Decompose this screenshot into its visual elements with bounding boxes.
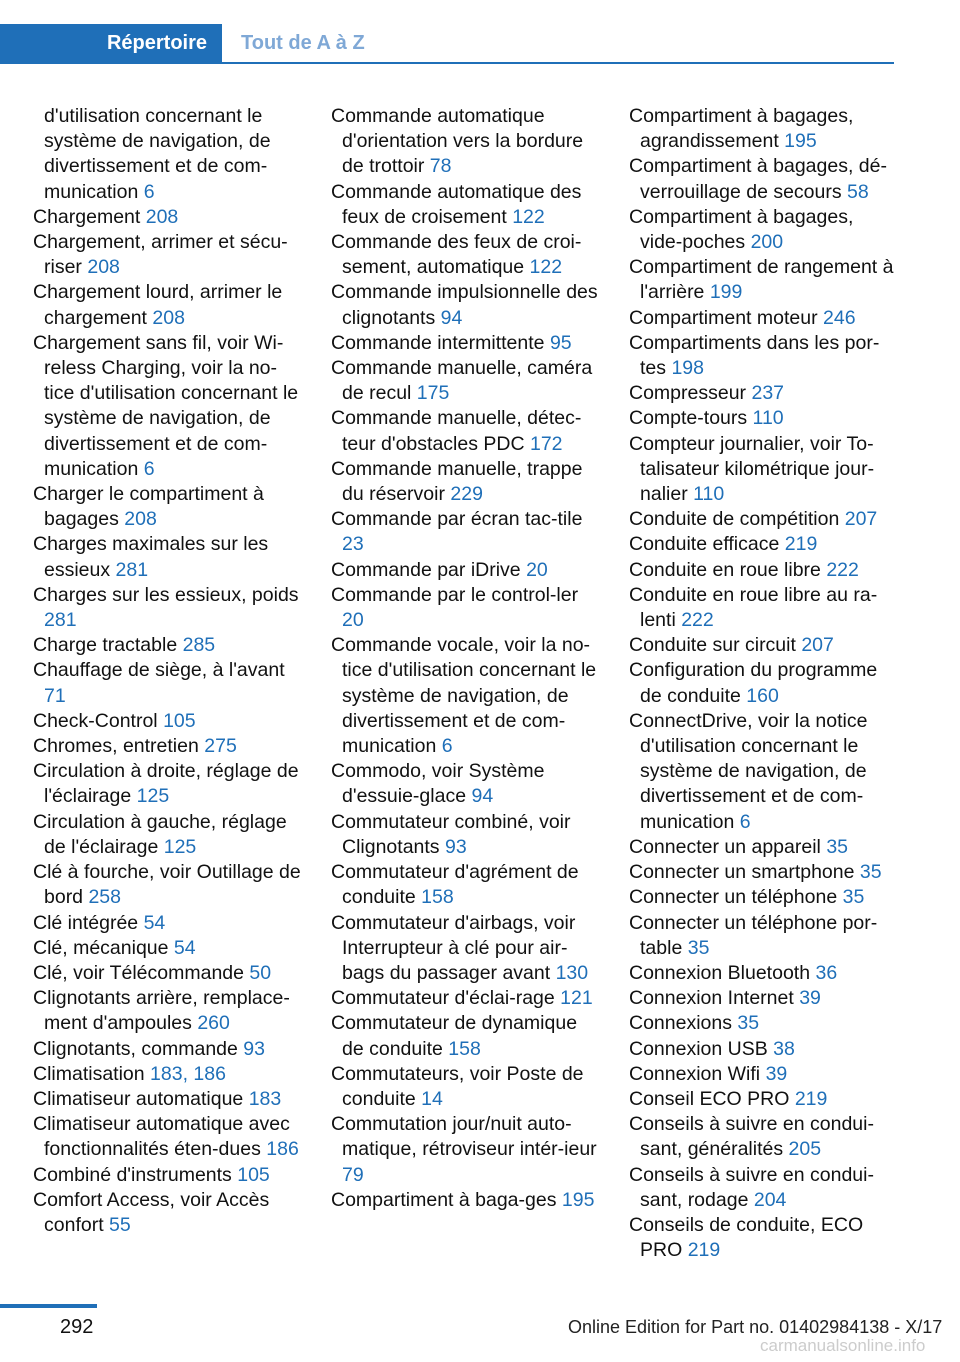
- page-reference-link[interactable]: 39: [799, 987, 821, 1010]
- page-reference-link[interactable]: 35: [687, 936, 710, 959]
- page-reference-link[interactable]: 208: [124, 508, 157, 531]
- entry-text: Conseils à suivre en condui‐sant, rodage: [629, 1163, 874, 1211]
- page-reference-link[interactable]: 121: [560, 987, 593, 1010]
- entry-text: Check-Control: [33, 709, 158, 732]
- index-entry: [331, 406, 599, 456]
- entry-text: Commande intermittente: [331, 331, 545, 354]
- index-entry: [331, 356, 599, 406]
- entry-text: Climatisation: [33, 1062, 145, 1085]
- index-entry: [629, 633, 897, 658]
- entry-text: Charges maximales sur les essieux: [33, 533, 269, 581]
- page-reference-link[interactable]: 6: [739, 810, 751, 833]
- page-reference-link[interactable]: 105: [163, 709, 196, 732]
- entry-text: Chauffage de siège, à l'avant: [33, 659, 285, 682]
- entry-text: Comfort Access, voir Accès confort: [33, 1188, 270, 1236]
- entry-text: Commande par le control‐ler: [331, 583, 579, 606]
- page-reference-link[interactable]: 260: [197, 1012, 230, 1035]
- index-entry: [331, 331, 599, 356]
- index-entry: [33, 961, 301, 986]
- tab-tout-de-a-a-z[interactable]: Tout de A à Z: [241, 32, 365, 54]
- index-entry: [629, 1062, 897, 1087]
- index-entry: [629, 860, 897, 885]
- entry-text: Commande par écran tac‐tile: [331, 508, 583, 531]
- tab-repertoire[interactable]: Répertoire: [0, 24, 222, 62]
- index-entry: [331, 860, 599, 910]
- page-reference-link[interactable]: 222: [826, 558, 859, 581]
- index-entry: [331, 583, 599, 633]
- entry-text: Compartiment à baga‐ges: [331, 1188, 557, 1211]
- entry-text: Clé à fourche, voir Outillage de bord: [33, 861, 301, 909]
- entry-text: Compartiment de rangement à l'arrière: [629, 256, 894, 304]
- page-reference-link[interactable]: 105: [237, 1163, 270, 1186]
- index-entry: [331, 911, 599, 987]
- index-entry: [33, 709, 301, 734]
- index-entry: [629, 306, 897, 331]
- entry-text: Commutateur combiné, voir Clignotants: [331, 810, 571, 858]
- index-entry: [629, 1163, 897, 1213]
- entry-text: Clé, mécanique: [33, 936, 169, 959]
- page-reference-link[interactable]: 35: [859, 861, 882, 884]
- index-entry: [629, 835, 897, 860]
- entry-text: Commande automatique d'orientation vers la bordure de trottoir: [331, 105, 584, 178]
- entry-text: Compteur journalier, voir To‐talisateur kilométrique jour‐nalier: [629, 432, 875, 506]
- page-reference-link[interactable]: 237: [751, 382, 785, 405]
- entry-text: Commande manuelle, détec‐teur d'obstacles PDC: [331, 407, 582, 455]
- entry-text: Chargement: [33, 205, 141, 228]
- entry-text: Circulation à gauche, réglage de l'éclairage: [33, 810, 287, 858]
- entry-text: Clignotants, commande: [33, 1037, 238, 1060]
- index-entry: [629, 381, 897, 406]
- page-reference-link[interactable]: 204: [753, 1188, 787, 1211]
- entry-text: Connexions: [629, 1012, 732, 1035]
- entry-text: Commande des feux de croi‐sement, automatique: [331, 231, 582, 279]
- page-reference-link[interactable]: 23: [342, 533, 364, 556]
- entry-text: Commande impulsionnelle des clignotants: [331, 281, 598, 329]
- index-entry: [331, 280, 599, 330]
- index-entry: [33, 860, 301, 910]
- index-entry: [33, 759, 301, 809]
- page-reference-link[interactable]: 35: [826, 835, 849, 858]
- entry-text: Compartiment à bagages, agrandissement: [629, 105, 854, 153]
- entry-text: Conseils à suivre en condui‐sant, généralités: [629, 1113, 874, 1161]
- index-column-3: [629, 104, 897, 1263]
- entry-text: Conseil ECO PRO: [629, 1087, 790, 1110]
- index-entry: [331, 810, 599, 860]
- entry-text: Compartiment à bagages, vide-poches: [629, 205, 854, 254]
- page-reference-link[interactable]: 35: [842, 886, 865, 909]
- page-reference-link[interactable]: 110: [752, 407, 784, 430]
- entry-text: Commutateurs, voir Poste de conduite: [331, 1062, 584, 1110]
- entry-text: Conduite en roue libre: [629, 558, 821, 581]
- entry-text: Connecter un téléphone: [629, 886, 838, 909]
- page-reference-link[interactable]: 208: [152, 306, 185, 329]
- entry-text: Commutateur d'agrément de conduite: [331, 861, 579, 909]
- page-reference-link[interactable]: 6: [441, 735, 453, 758]
- entry-text: Conduite efficace: [629, 533, 780, 556]
- index-entry: [629, 205, 897, 255]
- index-entry: [33, 280, 301, 330]
- page-reference-link[interactable]: 95: [549, 331, 572, 354]
- entry-text: Chromes, entretien: [33, 735, 199, 758]
- index-entry: [33, 1112, 301, 1162]
- page-reference-link[interactable]: 258: [88, 886, 121, 909]
- page-reference-link[interactable]: 39: [765, 1062, 788, 1085]
- index-entry: [629, 885, 897, 910]
- index-entry: [33, 633, 301, 658]
- index-entry: [331, 1188, 599, 1213]
- page-reference-link[interactable]: 160: [746, 684, 779, 707]
- index-entry: [33, 482, 301, 532]
- entry-text: Climatiseur automatique: [33, 1087, 244, 1110]
- index-entry: [33, 1188, 301, 1238]
- page-reference-link[interactable]: 79: [342, 1163, 364, 1186]
- page-reference-link[interactable]: 78: [429, 155, 452, 178]
- page-reference-link[interactable]: 94: [440, 306, 463, 329]
- entry-text: Combiné d'instruments: [33, 1163, 232, 1186]
- page-reference-link[interactable]: 207: [844, 508, 878, 531]
- entry-text: Commutation jour/nuit auto‐matique, rétroviseur intér‐ieur: [331, 1113, 597, 1161]
- page-reference-link[interactable]: 186: [266, 1138, 299, 1161]
- page-reference-link[interactable]: 275: [204, 735, 237, 758]
- entry-text: Compresseur: [629, 382, 747, 405]
- entry-text: Commande par iDrive: [331, 558, 521, 581]
- entry-text: Compartiment à bagages, dé‐verrouillage de secours: [629, 155, 887, 203]
- page-reference-link[interactable]: 110: [693, 483, 725, 506]
- index-entry: [629, 432, 897, 508]
- entry-text: Connecter un téléphone por‐table: [629, 911, 878, 959]
- page-number: 292: [60, 1316, 94, 1338]
- page-reference-link[interactable]: 199: [709, 281, 743, 304]
- edition-info: Online Edition for Part no. 01402984138 - X/17: [568, 1317, 943, 1337]
- entry-text: Connexion Bluetooth: [629, 961, 811, 984]
- index-entry: [33, 1062, 301, 1087]
- page-reference-link[interactable]: 208: [87, 256, 120, 279]
- entry-text: Connexion Wifi: [629, 1062, 761, 1085]
- index-entry: [331, 507, 599, 557]
- entry-text: Chargement lourd, arrimer le chargement: [33, 281, 283, 329]
- page-reference-link[interactable]: 71: [44, 684, 66, 707]
- page-reference-link[interactable]: 195: [561, 1188, 595, 1211]
- entry-text: Clé intégrée: [33, 911, 139, 934]
- entry-text: Charge tractable: [33, 634, 178, 657]
- entry-text: Commande manuelle, trappe du réservoir: [331, 457, 583, 506]
- entry-text: Commutateur d'éclai‐rage: [331, 987, 555, 1010]
- entry-text: Conduite sur circuit: [629, 634, 796, 657]
- entry-text: Commande automatique des feux de croisement: [331, 180, 582, 228]
- entry-text: Conduite de compétition: [629, 508, 840, 531]
- page-reference-link[interactable]: 285: [182, 634, 216, 657]
- index-entry: [331, 104, 599, 180]
- index-entry: [629, 1087, 897, 1112]
- page-reference-link[interactable]: 93: [243, 1037, 265, 1060]
- index-entry: [629, 1112, 897, 1162]
- page-reference-link[interactable]: 200: [750, 231, 784, 254]
- entry-text: Commutateur de dynamique de conduite: [331, 1012, 578, 1060]
- footer-accent-bar: [0, 1304, 97, 1308]
- index-entry: [331, 633, 599, 759]
- page-reference-link[interactable]: 94: [471, 785, 494, 808]
- page-reference-link[interactable]: 281: [115, 558, 149, 581]
- index-entry: [629, 255, 897, 305]
- entry-text: Compartiments dans les por‐tes: [629, 331, 880, 380]
- entry-text: Clignotants arrière, remplace‐ment d'ampoules: [33, 987, 290, 1035]
- index-entry: [331, 1112, 599, 1188]
- page-reference-link[interactable]: 183: [248, 1087, 282, 1110]
- entry-text: Configuration du programme de conduite: [629, 659, 878, 707]
- index-entry: [629, 1037, 897, 1062]
- entry-text: Clé, voir Télécommande: [33, 961, 244, 984]
- index-column-1: [33, 104, 301, 1238]
- index-entry: [629, 986, 897, 1011]
- index-entry: [33, 532, 301, 582]
- page-reference-link[interactable]: 20: [526, 558, 548, 581]
- entry-text: Compartiment moteur: [629, 306, 818, 329]
- index-entry: [331, 1062, 599, 1112]
- index-entry: [33, 331, 301, 482]
- page-reference-link[interactable]: 36: [815, 961, 838, 984]
- page-reference-link[interactable]: 281: [44, 609, 77, 632]
- index-entry: [331, 558, 599, 583]
- index-entry: [629, 911, 897, 961]
- page-reference-link[interactable]: 20: [342, 609, 364, 632]
- page-reference-link[interactable]: 54: [173, 936, 196, 959]
- page-reference-link[interactable]: 158: [448, 1037, 481, 1060]
- index-entry: [331, 457, 599, 507]
- page-reference-link[interactable]: 50: [249, 961, 272, 984]
- page-reference-link[interactable]: 195: [784, 130, 817, 153]
- index-entry: [629, 331, 897, 381]
- entry-text: Charges sur les essieux, poids: [33, 583, 299, 606]
- entry-text: ConnectDrive, voir la notice d'utilisation concernant le système de navigation, de divertissement et de com‐munication: [629, 709, 868, 833]
- page-reference-link[interactable]: 219: [784, 533, 818, 556]
- page-reference-link[interactable]: 198: [671, 357, 704, 380]
- page-reference-link[interactable]: 219: [687, 1239, 721, 1262]
- index-entry: [629, 658, 897, 708]
- page-reference-link[interactable]: 93: [444, 835, 467, 858]
- index-entry: [331, 1011, 599, 1061]
- watermark: carmanualsonline.info: [760, 1336, 926, 1355]
- entry-text: Climatiseur automatique avec fonctionnalités éten‐dues: [33, 1113, 290, 1161]
- index-entry: [331, 986, 599, 1011]
- entry-text: Compte-tours: [629, 407, 748, 430]
- index-entry: [33, 1163, 301, 1188]
- index-entry: [629, 406, 897, 431]
- index-entry: [629, 1213, 897, 1263]
- page-reference-link[interactable]: 38: [773, 1037, 795, 1060]
- entry-text: Circulation à droite, réglage de l'éclairage: [33, 760, 299, 808]
- page-reference-link[interactable]: 229: [450, 483, 483, 506]
- page-reference-link[interactable]: 246: [823, 306, 856, 329]
- page-reference-link[interactable]: 122: [512, 205, 545, 228]
- index-entry: [629, 709, 897, 835]
- entry-text: Connexion Internet: [629, 987, 794, 1010]
- index-entry: [33, 936, 301, 961]
- index-entry: [629, 532, 897, 557]
- index-entry: [629, 558, 897, 583]
- page-reference-link[interactable]: 175: [416, 382, 450, 405]
- index-entry: [629, 104, 897, 154]
- index-entry: [629, 961, 897, 986]
- page-reference-link[interactable]: 58: [847, 180, 869, 203]
- index-entry: [629, 1011, 897, 1036]
- index-column-2: [331, 104, 599, 1213]
- page-reference-link[interactable]: 183, 186: [150, 1062, 226, 1085]
- entry-text: Connexion USB: [629, 1037, 768, 1060]
- index-entry: [33, 1037, 301, 1062]
- entry-text: Conseils de conduite, ECO PRO: [629, 1213, 864, 1262]
- page-reference-link[interactable]: 130: [555, 961, 589, 984]
- index-entry: [33, 911, 301, 936]
- index-entry: [331, 759, 599, 809]
- index-entry: [33, 205, 301, 230]
- header-tabs: [0, 24, 894, 64]
- page-reference-link[interactable]: 125: [163, 835, 197, 858]
- entry-text: Conduite en roue libre au ra‐lenti: [629, 583, 878, 632]
- index-entry: [33, 734, 301, 759]
- page-reference-link[interactable]: 219: [794, 1087, 828, 1110]
- page-reference-link[interactable]: 205: [788, 1138, 822, 1161]
- entry-text: Chargement sans fil, voir Wi‐reless Charging, voir la no‐tice d'utilisation concernant le système de navigation, de divertissement et de com‐munication: [33, 331, 299, 480]
- entry-text: Commande vocale, voir la no‐tice d'utilisation concernant le système de navigation, de divertissement et de com‐munication: [331, 634, 597, 758]
- entry-text: Connecter un smartphone: [629, 861, 855, 884]
- index-entry: [629, 583, 897, 633]
- index-entry: [33, 583, 301, 633]
- entry-text: Charger le compartiment à bagages: [33, 483, 264, 531]
- entry-text: d'utilisation concernant le système de navigation, de divertissement et de com‐munication: [44, 105, 271, 203]
- page-reference-link[interactable]: 6: [143, 457, 155, 480]
- page-reference-link[interactable]: 158: [421, 886, 454, 909]
- page-reference-link[interactable]: 54: [143, 911, 166, 934]
- page-reference-link[interactable]: 35: [737, 1012, 760, 1035]
- page-reference-link[interactable]: 6: [143, 180, 155, 203]
- index-entry: [33, 658, 301, 708]
- page-reference-link[interactable]: 208: [145, 205, 179, 228]
- entry-text: Chargement, arrimer et sécu‐riser: [33, 231, 288, 279]
- index-entry: [331, 180, 599, 230]
- page-reference-link[interactable]: 207: [801, 634, 834, 657]
- page-reference-link[interactable]: 55: [109, 1213, 131, 1236]
- page-reference-link[interactable]: 14: [421, 1087, 443, 1110]
- page-reference-link[interactable]: 172: [529, 432, 563, 455]
- index-entry: [33, 810, 301, 860]
- index-entry: [629, 154, 897, 204]
- entry-text: Commodo, voir Système d'essuie-glace: [331, 760, 545, 808]
- index-entry: [331, 230, 599, 280]
- page-reference-link[interactable]: 222: [681, 609, 714, 632]
- entry-text: Commande manuelle, caméra de recul: [331, 357, 593, 405]
- index-entry: [33, 1087, 301, 1112]
- entry-text: Connecter un appareil: [629, 835, 821, 858]
- entry-text: Commutateur d'airbags, voir Interrupteur à clé pour air‐bags du passager avant: [331, 911, 576, 984]
- index-entry: [33, 230, 301, 280]
- index-entry: [33, 104, 301, 205]
- page-reference-link[interactable]: 125: [136, 785, 170, 808]
- page-reference-link[interactable]: 122: [529, 256, 563, 279]
- index-entry: [33, 986, 301, 1036]
- index-entry: [629, 507, 897, 532]
